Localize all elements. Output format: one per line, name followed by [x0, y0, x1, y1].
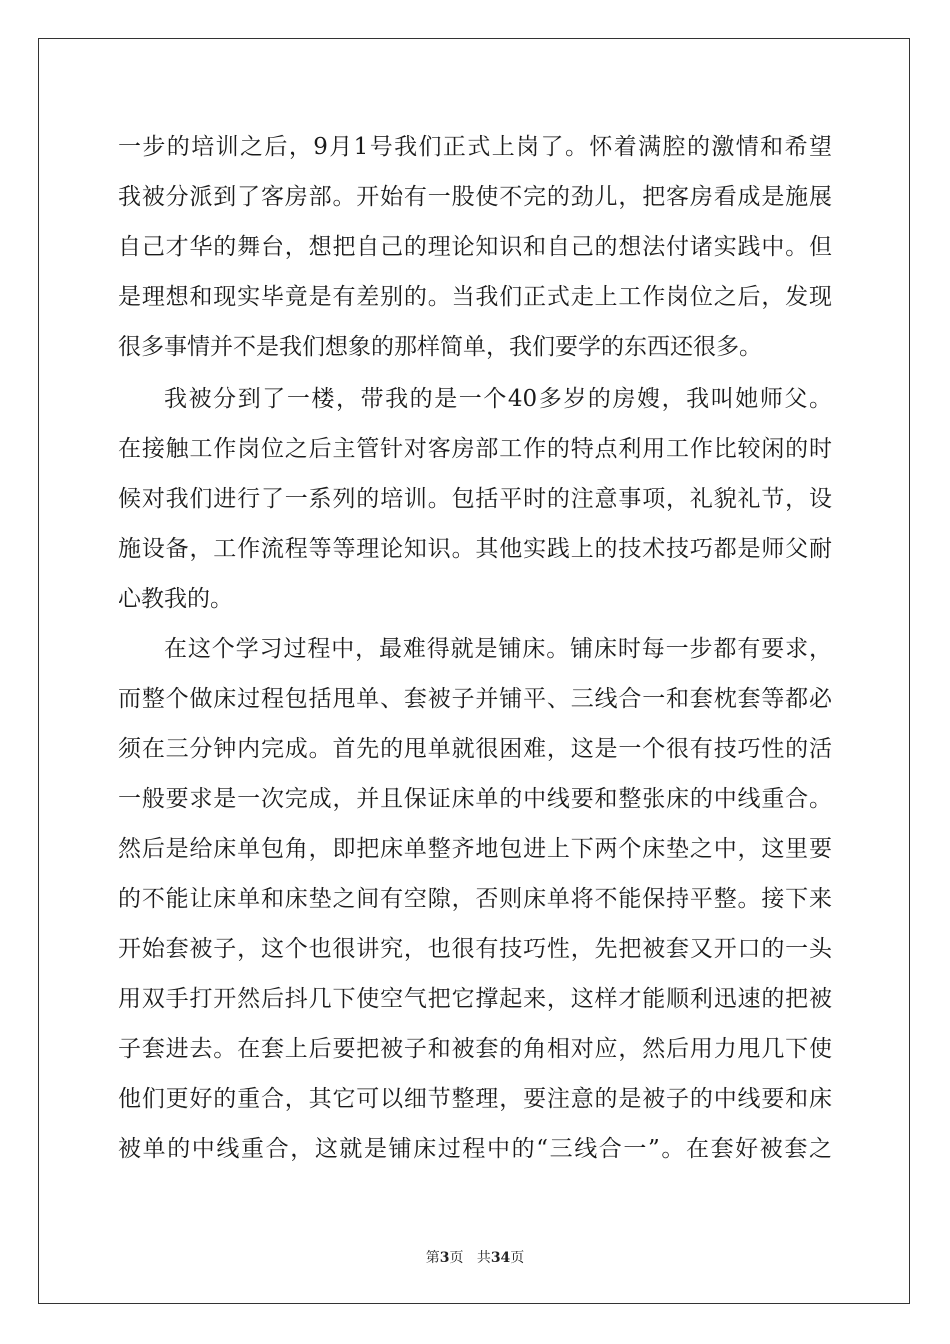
text-line-12: 而整个做床过程包括甩单、套被子并铺平、三线合一和套枕套等都必 [118, 686, 832, 712]
text-line-10: 心教我的。 [118, 586, 233, 612]
text-line-2: 我被分派到了客房部。开始有一股使不完的劲儿，把客房看成是施展 [118, 184, 832, 210]
text-line-14: 一般要求是一次完成，并且保证床单的中线要和整张床的中线重合。 [118, 786, 832, 812]
text-line-9: 施设备，工作流程等等理论知识。其他实践上的技术技巧都是师父耐 [118, 536, 832, 562]
text-line-11: 在这个学习过程中，最难得就是铺床。铺床时每一步都有要求， [164, 636, 832, 662]
text-line-13: 须在三分钟内完成。首先的甩单就很困难，这是一个很有技巧性的活 [118, 736, 832, 762]
text-line-15: 然后是给床单包角，即把床单整齐地包进上下两个床垫之中，这里要 [118, 836, 832, 862]
text-line-16: 的不能让床单和床垫之间有空隙，否则床单将不能保持平整。接下来 [118, 886, 832, 912]
text-line-21: 被单的中线重合，这就是铺床过程中的“三线合一”。在套好被套之 [118, 1136, 832, 1162]
text-line-18: 用双手打开然后抖几下使空气把它撑起来，这样才能顺利迅速的把被 [118, 986, 832, 1012]
text-line-19: 子套进去。在套上后要把被子和被套的角相对应，然后用力甩几下使 [118, 1036, 832, 1062]
page-number: 3 [439, 1250, 450, 1266]
page-suffix: 页 [449, 1250, 464, 1266]
total-pages: 34 [490, 1250, 511, 1266]
text-line-8: 候对我们进行了一系列的培训。包括平时的注意事项，礼貌礼节，设 [118, 486, 832, 512]
text-line-1: 一步的培训之后，9月1号我们正式上岗了。怀着满腔的激情和希望 [118, 134, 832, 160]
page-prefix: 第 [425, 1250, 440, 1266]
total-prefix: 共 [476, 1250, 491, 1266]
text-line-3: 自己才华的舞台，想把自己的理论知识和自己的想法付诸实践中。但 [118, 234, 832, 260]
total-suffix: 页 [510, 1250, 525, 1266]
page-border [38, 38, 910, 1304]
text-line-20: 他们更好的重合，其它可以细节整理，要注意的是被子的中线要和床 [118, 1086, 832, 1112]
text-line-4: 是理想和现实毕竟是有差别的。当我们正式走上工作岗位之后，发现 [118, 284, 832, 310]
text-line-7: 在接触工作岗位之后主管针对客房部工作的特点利用工作比较闲的时 [118, 436, 832, 462]
text-line-17: 开始套被子，这个也很讲究，也很有技巧性，先把被套又开口的一头 [118, 936, 832, 962]
page-footer [0, 1249, 950, 1267]
text-line-5: 很多事情并不是我们想象的那样简单，我们要学的东西还很多。 [118, 334, 762, 360]
text-line-6: 我被分到了一楼，带我的是一个40多岁的房嫂，我叫她师父。 [164, 386, 832, 412]
